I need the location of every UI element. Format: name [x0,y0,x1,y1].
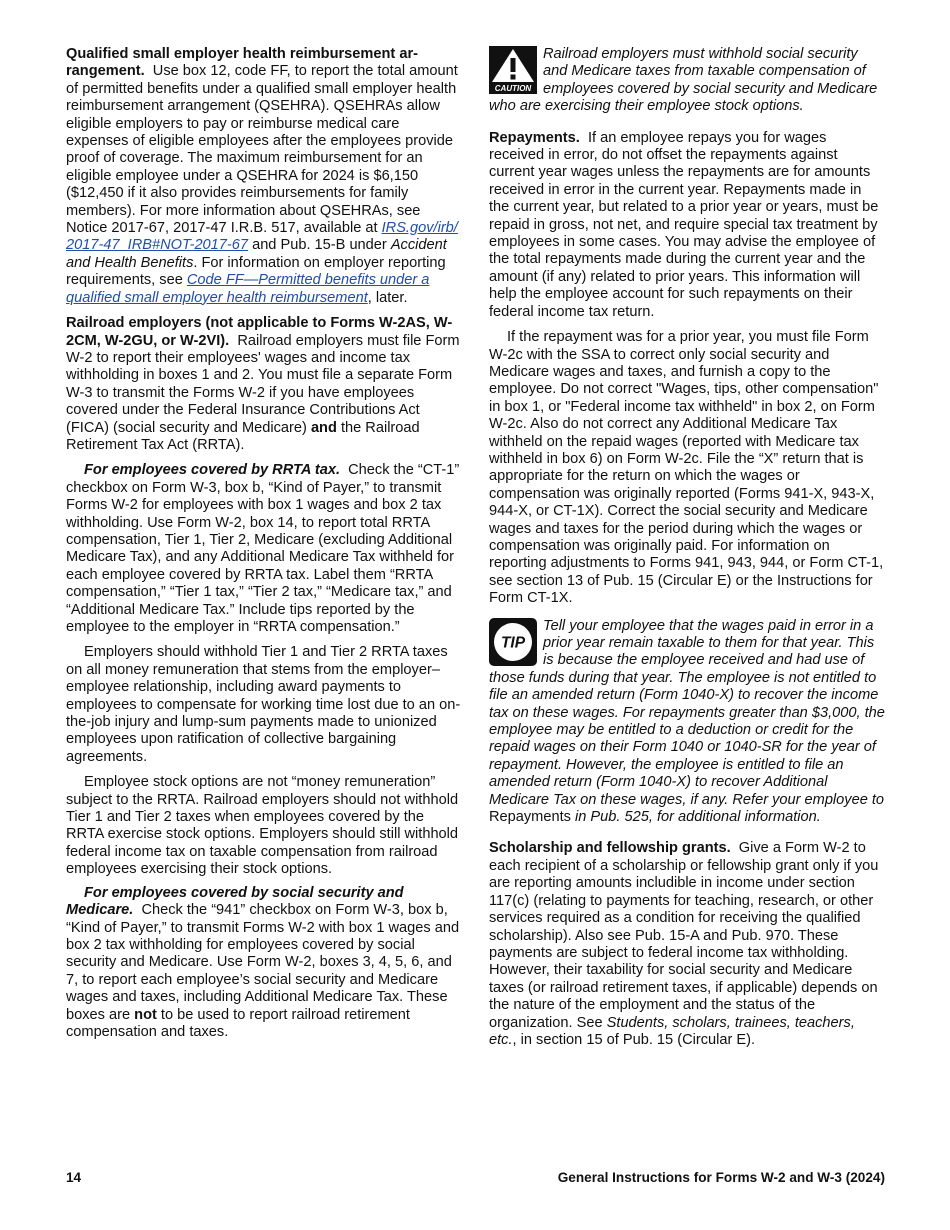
code-ff-link[interactable]: Code FF—Permitted benefits under a qualified small employer health reimbursement [66,272,430,306]
tip-notice: TIP Tell your employee that the wages paid in error in a prior year remain taxable to them for that year. This is because the employee received and had use of those funds during that year. The employee is not entitled to file an amended return (Form 1040-X) to recover the income tax on these wages. For repayments greater than $3,000, the employee may be entitled to a deduction or credit for the repaid wages on their Form 1040 or 1040-SR for the year of repayment. However, the employee is entitled to file an amended return (Form 1040-X) to recover Additional Medicare Tax on these wages, if any. Refer your employee to Repayments in Pub. 525, for additional information. [489,617,885,826]
page-number: 14 [66,1170,82,1185]
repayments-paragraph: Repayments. If an employee repays you for wages received in error, do not offset the repayments against current year wages unless the repayments are for amounts received in error in the current year. Repayments made in the current year, but related to a prior year or years, must be repaid in gross, not net, and require special tax treatment by employees in some cases. You may advise the employee of the total repayments made during the current year and the amount (if any) related to prior years. This information will help the employee account for such repayments on their federal income tax return. [489,129,879,320]
ssm-heading: For employees covered by social security and Medicare. [66,884,404,919]
ssm-paragraph: For employees covered by social security and Medicare. Check the “941” checkbox on Form W-3, box b, “Kind of Payer,” to transmit Forms W-2 with box 1 wages and box 2 tax withholding for employees covered by social security and Medicare. Use Form W-2, boxes 3, 4, 5, 6, and 7, to report each employee’s social security and Medicare wages and taxes, including Additional Medicare Tax. These boxes are not to be used to report railroad retirement compensation and taxes. [66,884,460,1040]
tip-label: TIP [500,634,526,652]
document-title: General Instructions for Forms W-2 and W-3 (2024) [557,1170,885,1185]
scholarship-heading: Scholarship and fellowship grants. [489,840,731,857]
rrta-heading: For employees covered by RRTA tax. [84,462,341,479]
caution-notice [489,46,885,116]
prior-year-paragraph: If the repayment was for a prior year, you must file Form W-2c with the SSA to correct only social security and Medicare wages and taxes, and furnish a copy to the employee. Do not correct "Wages, tips, other compensation" in box 1, or "Federal income tax withheld" in box 2, on Form W-2c. Also do not correct any Additional Medicare Tax withheld on the repaid wages (reported with Medicare tax withheld in box 6) on Form W-2c. File the “X” return that is appropriate for the return on which the wages or compensation was originally reported (Forms 941-X, 943-X, 944-X, or CT-1X). Correct the social security and Medicare wages and taxes for the period during which the wages or compensation was originally paid. For information on reporting adjustments to Forms 941, 943, 944, or Form CT-1, see section 13 of Pub. 15 (Circular E) or the Instructions for Form CT-1X. [489,329,884,607]
qsehra-heading: Qualified small employer health reimbursement ar-rangement. [66,46,418,80]
repayments-heading: Repayments. [489,129,580,146]
railroad-paragraph: Railroad employers (not applicable to Forms W-2AS, W-2CM, W-2GU, or W-2VI). Railroad employers must file Form W-2 to report their employees' wages and income tax withholding in boxes 1 and 2. You must file a separate Form W-3 to transmit the Forms W-2 if you have employees covered under the Federal Insurance Contributions Act (FICA) (social security and Medicare) and the Railroad Retirement Tax Act (RRTA). [66,315,460,453]
caution-label: CAUTION [494,84,532,93]
right-column [489,46,885,1057]
railroad-heading: Railroad employers (not applicable to Forms W-2AS, W-2CM, W-2GU, or W-2VI). [66,315,453,349]
rrta-paragraph: For employees covered by RRTA tax. Check the “CT-1” checkbox on Form W-3, box b, “Kind of Payer,” to transmit Forms W-2 for employees with box 1 wages and box 2 tax withholding. Use Form W-2, box 14, to report total RRTA compensation, Tier 1, Tier 2, Medicare (excluding Additional Medicare Tax), and any Additional Medicare Tax withheld for each employee covered by RRTA tax. Label them “RRTA compensation,” “Tier 1 tax,” “Tier 2 tax,” “Medicare tax,” and “Additional Medicare Tax.” Include tips reported by the employee to the employer in “RRTA compensation.” [66,462,460,635]
withhold-paragraph: Employers should withhold Tier 1 and Tier 2 RRTA taxes on all money remuneration that stems from the employer–employee relationship, including award payments to employees to compensate for working time lost due to an on-the-job injury and lump-sum payments made to unionized employees upon ratification of collective bargaining agreements. [66,644,461,765]
qsehra-paragraph: Qualified small employer health reimbursement ar-rangement. Use box 12, code FF, to report the total amount of permitted benefits under a qualified small employer health reimbursement arrangement (QSEHRA). QSEHRAs allow eligible employers to pay or reimburse medical care expenses of eligible employees after the employees provide proof of coverage. The maximum reimbursement for an eligible employee under a QSEHRA for 2024 is $6,150 ($12,450 if it also provides reimbursements for family members). For more information about QSEHRAs, see Notice 2017-67, 2017-47 I.R.B. 517, available at IRS.gov/irb/ 2017-47_IRB#NOT-2017-67 and Pub. 15-B under Accident and Health Benefits. For information on employer reporting requirements, see Code FF—Permitted benefits under a qualified small employer health reimbursement, later. [66,46,458,306]
caution-text: Railroad employers must withhold social security and Medicare taxes from taxable compensation of employees covered by social security and Medicare who are exercising their employee stock options. [489,46,878,115]
stock-options-paragraph: Employee stock options are not “money remuneration” subject to the RRTA. Railroad employers should not withhold Tier 1 and Tier 2 taxes when employees covered by the RRTA exercise stock options. Employers should still withhold federal income tax on taxable compensation from railroad employees exercising their stock options. [66,774,459,878]
tip-icon [489,618,537,666]
scholarship-paragraph: Scholarship and fellowship grants. Give a Form W-2 to each recipient of a scholarship or fellowship grant only if you are reporting amounts includible in income under section 117(c) (relating to payments for teaching, research, or other services required as a condition for receiving the qualified scholarship). Also see Pub. 15-A and Pub. 970. These payments are subject to federal income tax withholding. However, their taxability for social security and Medicare taxes (or railroad retirement taxes, if applicable) depends on the nature of the employment and the status of the organization. See Students, scholars, trainees, teachers, etc., in section 15 of Pub. 15 (Circular E). [489,840,879,1048]
caution-icon [489,46,537,94]
left-column [66,46,462,1049]
irb-link[interactable]: IRS.gov/irb/ 2017-47_IRB#NOT-2017-67 [66,220,458,254]
